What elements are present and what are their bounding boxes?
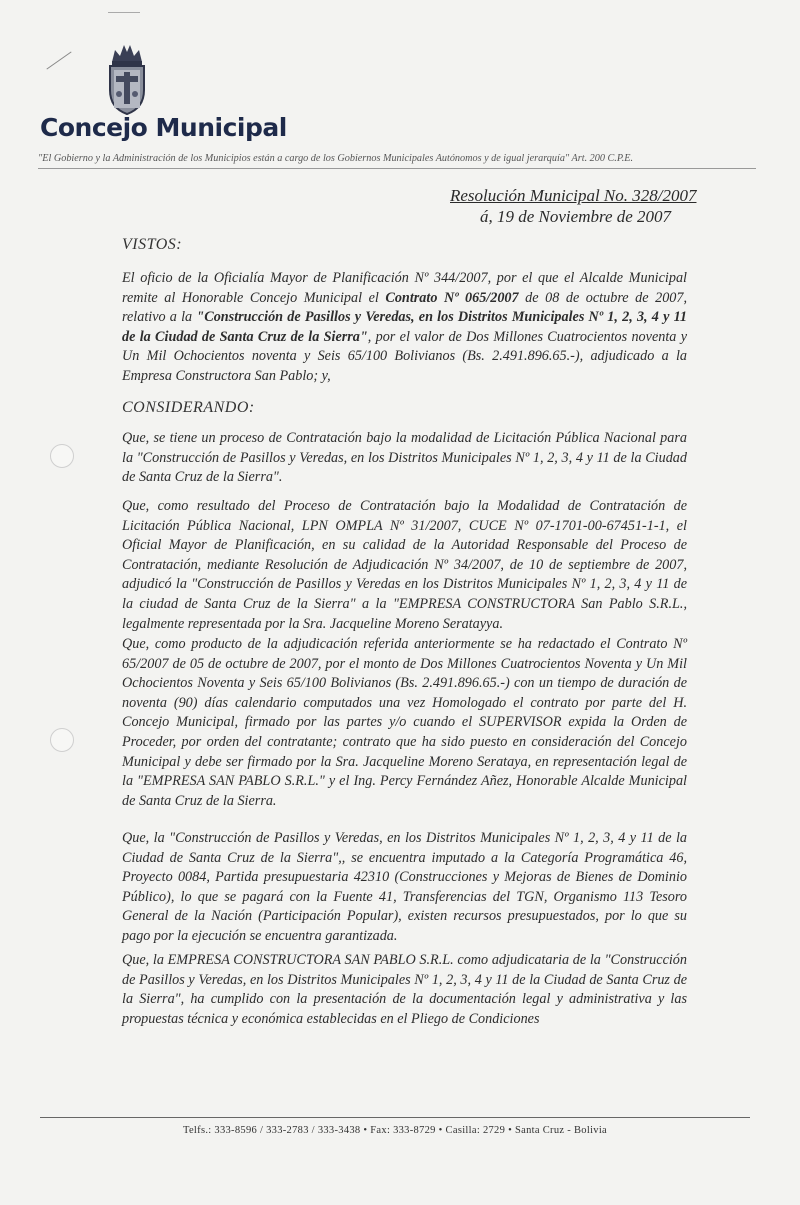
coat-of-arms-icon (102, 42, 152, 116)
resolution-date: á, 19 de Noviembre de 2007 (480, 207, 672, 226)
p1-project-title: "Construcción de Pasillos y Veredas, en los Distritos Municipales Nº 1, 2, 3, 4 y 11 de la Ciudad de Santa Cruz de la Sierra" (122, 309, 688, 345)
section-heading-vistos: VISTOS: (122, 236, 183, 253)
paragraph-considerando-2: Que, como resultado del Proceso de Contratación bajo la Modalidad de Contratación de Licitación Pública Nacional, LPN OMPLA Nº 31/2007, CUCE Nº 07-1701-00-67451-1-1, el Oficial Mayor de Planificación, en su calidad de la Autoridad Responsable del Proceso de Contratación, mediante Resolución de Adjudicación Nº 34/2007, de 10 de septiembre de 2007, adjudicó la "Construcción de Pasillos y Veredas en los Distritos Municipales Nº 1, 2, 3, 4 y 11 de la ciudad de Santa Cruz de la Sierra" a la "EMPRESA CONSTRUCTORA San Pablo S.R.L., legalmente representada por la Sra. Jacqueline Moreno Seratayya. (122, 498, 687, 632)
pen-stroke (46, 51, 71, 69)
p1-text-c: de 08 de octubre de 2007, relativo a la (122, 289, 688, 326)
section-heading-considerando: CONSIDERANDO: (122, 399, 255, 416)
header-divider (38, 168, 756, 169)
footer-contact: Telfs.: 333-8596 / 333-2783 / 333-3438 • Fax: 333-8729 • Casilla: 2729 • Santa Cruz - Bolivia (182, 1125, 608, 1136)
p1-contract: Contrato Nº 065/2007 (385, 289, 519, 306)
footer-divider (40, 1117, 750, 1118)
paragraph-considerando-5: Que, la EMPRESA CONSTRUCTORA SAN PABLO S.R.L. como adjudicataria de la "Construcción de Pasillos y Veredas, en los Distritos Municipales Nº 1, 2, 3, 4 y 11 de la Ciudad de Santa Cruz de la Sierra", ha cumplido con la presentación de la documentación legal y administrativa y las propuestas técnica y económica establecidas en el Pliego de Condiciones (122, 952, 687, 1027)
scan-artifact (108, 12, 140, 13)
p1-text-e: , por el valor de Dos Millones Cuatrocientos noventa y Un Mil Ochocientos noventa y Seis 65/100 Bolivianos (Bs. 2.491.896.65.-), adjudicado a la Empresa Constructora San Pablo; y, (122, 328, 687, 384)
paragraph-considerando-3: Que, como producto de la adjudicación referida anteriormente se ha redactado el Contrato Nº 65/2007 de 05 de octubre de 2007, por el monto de Dos Millones Cuatrocientos Noventa y Un Mil Ochocientos Noventa y Seis 65/100 Bolivianos (Bs. 2.491.896.65.-) con un tiempo de duración de noventa (90) días calendario computados una vez Homologado el contrato por parte del H. Concejo Municipal, firmado por las partes y/o cuando el SUPERVISOR expida la Orden de Proceder, por orden del contratante; contrato que ha sido puesto en consideración del Concejo Municipal y debe ser firmado por la Sra. Jacqueline Moreno Serataya, en representación legal de la "EMPRESA SAN PABLO S.R.L." y el Ing. Percy Fernández Añez, Honorable Alcalde Municipal de Santa Cruz de la Sierra. (122, 636, 687, 809)
paragraph-vistos (122, 269, 687, 387)
organization-name: Concejo Municipal (40, 113, 287, 142)
punch-hole (50, 728, 74, 752)
resolution-number: Resolución Municipal No. 328/2007 (450, 186, 697, 205)
punch-hole (50, 444, 74, 468)
constitutional-tagline: "El Gobierno y la Administración de los Municipios están a cargo de los Gobiernos Municipales Autónomos y de igual jerarquía" Art. 200 C.P.E. (38, 153, 634, 164)
paragraph-considerando-4: Que, la "Construcción de Pasillos y Veredas, en los Distritos Municipales Nº 1, 2, 3, 4 y 11 de la Ciudad de Santa Cruz de la Sierra",, se encuentra imputado a la Categoría Programática 46, Proyecto 0084, Partida presupuestaria 42310 (Construcciones y Mejoras de Bienes de Dominio Público), lo que se pagará con la Fuente 41, Transferencias del TGN, Organismo 113 Tesoro General de la Nación (Participación Popular), existen recursos presupuestados, por lo que su pago por la ejecución se encuentra garantizada. (122, 830, 687, 944)
p1-text-a: El oficio de la Oficialía Mayor de Planificación Nº 344/2007, por el que el Alcalde Municipal remite al Honorable Concejo Municipal el (122, 270, 687, 306)
paragraph-considerando-1: Que, se tiene un proceso de Contratación bajo la modalidad de Licitación Pública Nacional para la "Construcción de Pasillos y Veredas, en los Distritos Municipales Nº 1, 2, 3, 4 y 11 de la Ciudad de Santa Cruz de la Sierra". (122, 430, 687, 486)
